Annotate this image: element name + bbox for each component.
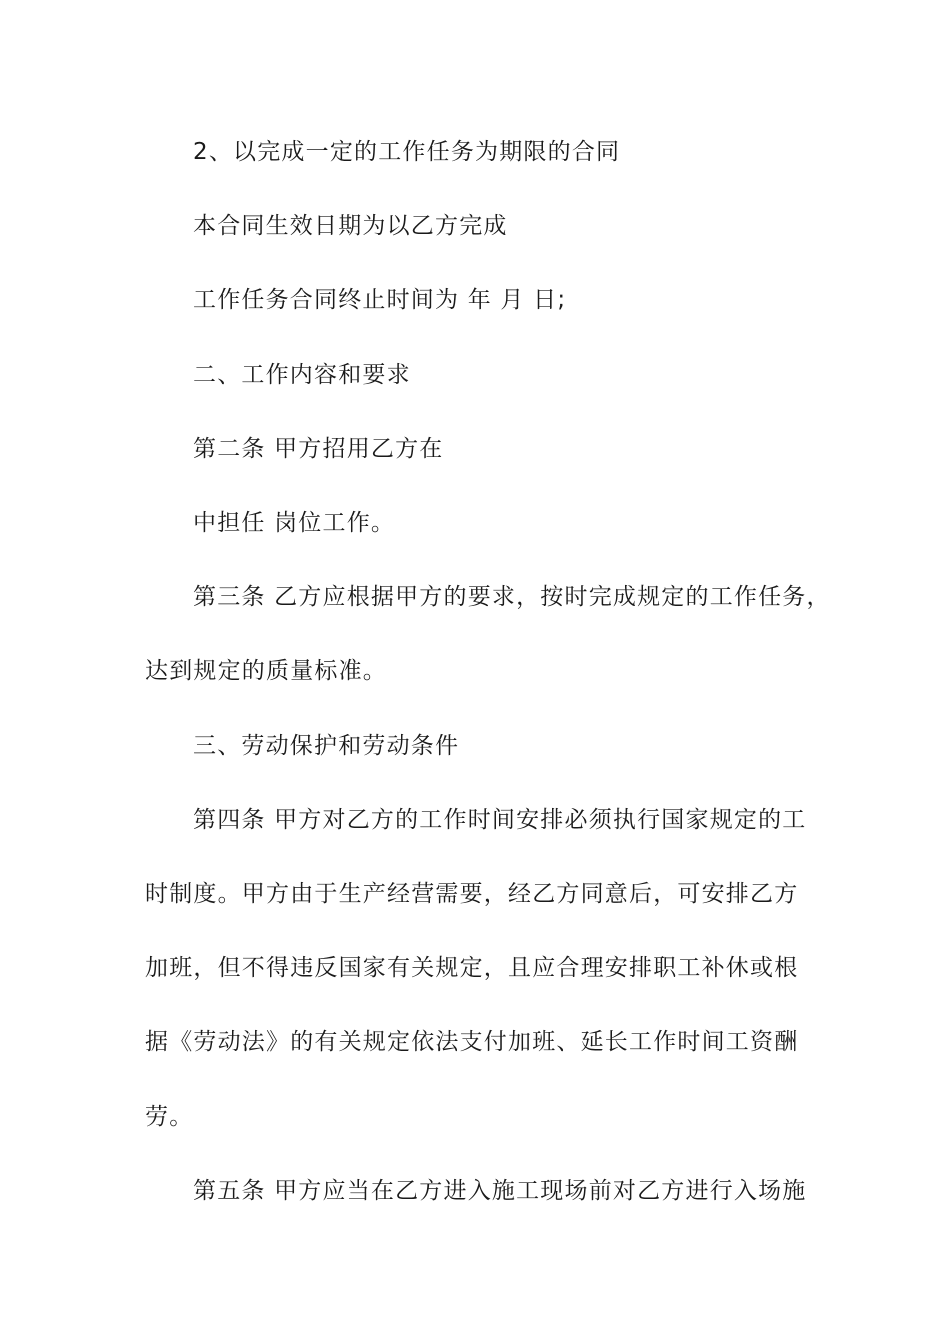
effective-date-line: 本合同生效日期为以乙方完成 xyxy=(193,213,508,239)
section-heading-work-content: 二、工作内容和要求 xyxy=(193,362,411,388)
article-4-line-4: 据《劳动法》的有关规定依法支付加班、延长工作时间工资酬 xyxy=(145,1029,799,1055)
contract-term-item-2: 2、以完成一定的工作任务为期限的合同 xyxy=(193,139,621,165)
article-5-line-1: 第五条 甲方应当在乙方进入施工现场前对乙方进行入场施 xyxy=(193,1178,807,1204)
article-3-line-1: 第三条 乙方应根据甲方的要求，按时完成规定的工作任务， xyxy=(193,584,831,610)
article-4-line-2: 时制度。甲方由于生产经营需要，经乙方同意后，可安排乙方 xyxy=(145,881,799,907)
section-heading-labor-protection: 三、劳动保护和劳动条件 xyxy=(193,733,460,759)
article-4-line-1: 第四条 甲方对乙方的工作时间安排必须执行国家规定的工 xyxy=(193,807,807,833)
article-2-line-2: 中担任 岗位工作。 xyxy=(193,510,396,536)
article-3-line-2: 达到规定的质量标准。 xyxy=(145,658,387,684)
termination-date-line: 工作任务合同终止时间为 年 月 日; xyxy=(193,287,567,313)
article-4-line-3: 加班，但不得违反国家有关规定，且应合理安排职工补休或根 xyxy=(145,955,799,981)
article-2-line-1: 第二条 甲方招用乙方在 xyxy=(193,436,444,462)
article-4-line-5: 劳。 xyxy=(145,1104,194,1130)
